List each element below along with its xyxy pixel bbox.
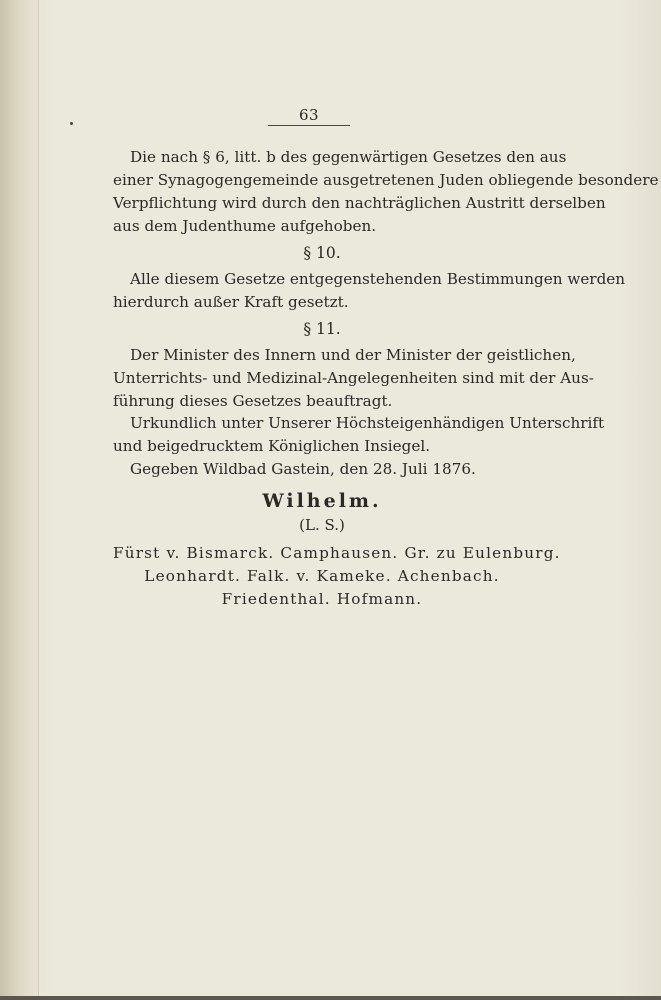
page-bottom-edge [0,996,661,1000]
paragraph-3-line: Der Minister des Innern und der Minister der geistlichen, [130,346,576,364]
paragraph-1-line: aus dem Judenthume aufgehoben. [113,217,377,235]
paragraph-1-line: Verpflichtung wird durch den nachträglichen Austritt derselben [113,194,606,212]
paragraph-3-line: führung dieses Gesetzes beauftragt. [113,392,393,410]
paragraph-2-line: Alle diesem Gesetze entgegenstehenden Bestimmungen werden [130,270,626,288]
page-number-rule [268,125,350,126]
paragraph-1-line: einer Synagogengemeinde ausgetretenen Juden obliegende besondere [113,171,659,189]
paragraph-4-line: Urkundlich unter Unserer Höchsteigenhändigen Unterschrift [130,414,605,432]
ministers-line: Friedenthal. Hofmann. [221,590,423,608]
ministers-line: Leonhardt. Falk. v. Kameke. Achenbach. [144,567,500,585]
paragraph-3-line: Unterrichts- und Medizinal-Angelegenheiten sind mit der Aus- [113,369,594,387]
section-11-heading: § 11. [303,320,341,338]
ministers-line: Fürst v. Bismarck. Camphausen. Gr. zu Eulenburg. [113,544,561,562]
page-spine-shadow [0,0,39,1000]
paragraph-4-line: und beigedrucktem Königlichen Insiegel. [113,437,431,455]
section-10-heading: § 10. [303,244,341,262]
paragraph-2-line: hierdurch außer Kraft gesetzt. [113,293,349,311]
paragraph-1-line: Die nach § 6, litt. b des gegenwärtigen Gesetzes den aus [130,148,567,166]
signature-wilhelm: Wilhelm. [262,490,382,512]
ink-speck [70,122,73,125]
seal-ls: (L. S.) [299,516,345,534]
date-line: Gegeben Wildbad Gastein, den 28. Juli 1876. [130,460,476,478]
page-number: 63 [298,106,320,124]
